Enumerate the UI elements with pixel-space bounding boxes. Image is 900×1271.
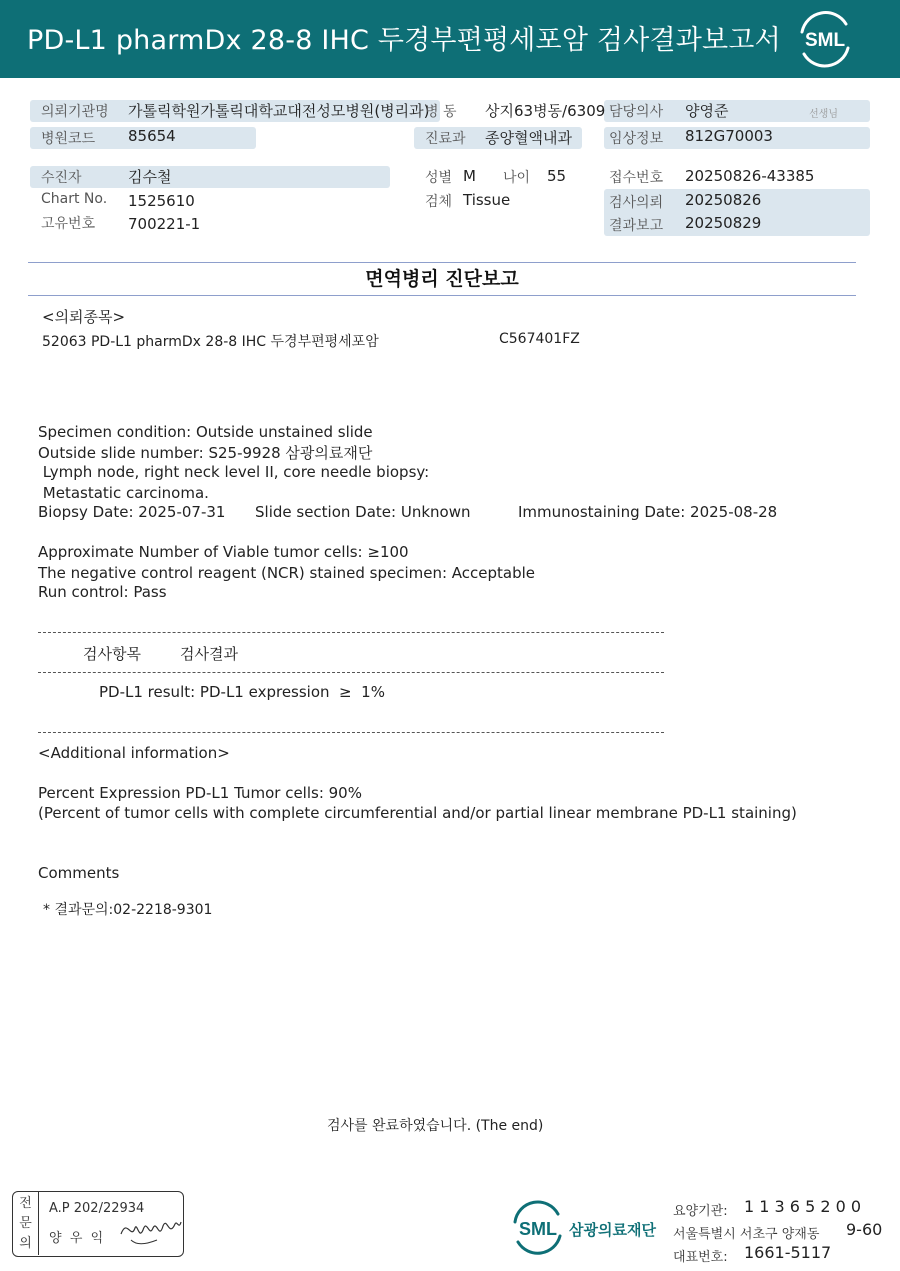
comments-heading: Comments: [38, 864, 120, 882]
age-label: 나이: [503, 170, 531, 186]
stamp-char-2: 문: [19, 1216, 32, 1231]
specimen-value: Tissue: [463, 191, 511, 209]
request-item-code: C567401FZ: [499, 331, 580, 347]
sex-value: M: [463, 167, 476, 185]
receipt-value: 20250826-43385: [685, 167, 815, 185]
additional-line-1: Percent Expression PD-L1 Tumor cells: 90%: [38, 784, 362, 802]
department-label: 진료과: [425, 131, 466, 147]
hospital-code-value: 85654: [128, 127, 176, 145]
doctor-label: 담당의사: [609, 104, 664, 120]
dashed-divider-2: [38, 672, 664, 673]
pdl1-result: PD-L1 result: PD-L1 expression ≥ 1%: [99, 683, 385, 701]
clinical-value: 812G70003: [685, 127, 773, 145]
ward-label: 병 동: [425, 104, 457, 120]
doctor-value: 양영준: [685, 102, 729, 120]
specimen-line-3: Lymph node, right neck level II, core needle biopsy:: [38, 463, 430, 481]
title-rule-bottom: [28, 295, 856, 296]
chart-label: Chart No.: [41, 191, 108, 207]
patient-label: 수진자: [41, 170, 82, 186]
additional-line-2: (Percent of tumor cells with complete circumferential and/or partial linear membrane PD-L1 staining): [38, 804, 797, 822]
phone-label: 대표번호:: [673, 1250, 728, 1265]
age-value: 55: [547, 167, 567, 185]
report-header: [0, 0, 900, 78]
request-item-text: 52063 PD-L1 pharmDx 28-8 IHC 두경부편평세포암: [42, 334, 379, 350]
specimen-line-4: Metastatic carcinoma.: [38, 484, 209, 502]
section-date: Slide section Date: Unknown: [255, 503, 471, 521]
footer-address: 서울특별시 서초구 양재동: [673, 1227, 820, 1242]
stamp-specialist-column: [13, 1192, 39, 1255]
biopsy-date: Biopsy Date: 2025-07-31: [38, 503, 226, 521]
comments-inquiry: * 결과문의:02-2218-9301: [43, 902, 213, 918]
title-rule-top: [28, 262, 856, 263]
sex-label: 성별: [425, 170, 453, 186]
controls-line-2: The negative control reagent (NCR) stained specimen: Acceptable: [38, 564, 536, 582]
results-col-result: 검사결과: [180, 645, 238, 663]
request-items-heading: <의뢰종목>: [42, 308, 126, 326]
department-value: 종양혈액내과: [485, 129, 572, 147]
controls-line-1: Approximate Number of Viable tumor cells: ≥100: [38, 543, 409, 561]
result-report-label: 결과보고: [609, 218, 664, 234]
sml-footer-logo-icon: [510, 1200, 566, 1256]
request-org-label: 의뢰기관명: [41, 104, 109, 120]
pathologist-stamp: [12, 1191, 184, 1257]
svg-text:SML: SML: [804, 30, 846, 51]
institution-label: 요양기관:: [673, 1204, 728, 1219]
end-text: 검사를 완료하였습니다. (The end): [327, 1118, 544, 1134]
receipt-label: 접수번호: [609, 170, 664, 186]
results-col-item: 검사항목: [83, 645, 141, 663]
chart-value: 1525610: [128, 192, 195, 210]
additional-heading: <Additional information>: [38, 744, 230, 762]
stamp-ap-number: A.P 202/22934: [49, 1201, 145, 1216]
footer-org-name: 삼광의료재단: [569, 1221, 656, 1239]
institution-code: 1 1 3 6 5 2 0 0: [744, 1197, 862, 1216]
stamp-char-3: 의: [19, 1236, 32, 1251]
svg-text:SML: SML: [519, 1219, 557, 1239]
stamp-name: 양 우 익: [49, 1231, 104, 1246]
report-title: PD-L1 pharmDx 28-8 IHC 두경부편평세포암 검사결과보고서: [27, 25, 781, 56]
dashed-divider-3: [38, 732, 664, 733]
controls-line-3: Run control: Pass: [38, 583, 167, 601]
request-org-value: 가톨릭학원가톨릭대학교대전성모병원(병리과): [128, 102, 430, 120]
signature-icon: [117, 1210, 183, 1250]
ward-value: 상지63병동/6309: [485, 102, 606, 120]
unique-value: 700221-1: [128, 215, 201, 233]
phone-value: 1661-5117: [744, 1243, 832, 1262]
result-report-value: 20250829: [685, 214, 762, 232]
test-request-value: 20250826: [685, 191, 762, 209]
specimen-line-2: Outside slide number: S25-9928 삼광의료재단: [38, 444, 373, 462]
doctor-suffix: 선생님: [809, 109, 838, 120]
footer-address-num: 9-60: [846, 1220, 883, 1239]
stamp-char-1: 전: [19, 1196, 32, 1211]
specimen-label: 검체: [425, 194, 453, 210]
band-patient: [30, 166, 390, 188]
unique-label: 고유번호: [41, 216, 96, 232]
specimen-line-1: Specimen condition: Outside unstained slide: [38, 423, 373, 441]
stain-date: Immunostaining Date: 2025-08-28: [518, 503, 778, 521]
patient-value: 김수철: [128, 168, 172, 186]
clinical-label: 임상정보: [609, 131, 664, 147]
hospital-code-label: 병원코드: [41, 131, 96, 147]
section-title: 면역병리 진단보고: [365, 268, 519, 290]
sml-logo-icon: [796, 10, 854, 68]
test-request-label: 검사의뢰: [609, 195, 664, 211]
dashed-divider-1: [38, 632, 664, 633]
